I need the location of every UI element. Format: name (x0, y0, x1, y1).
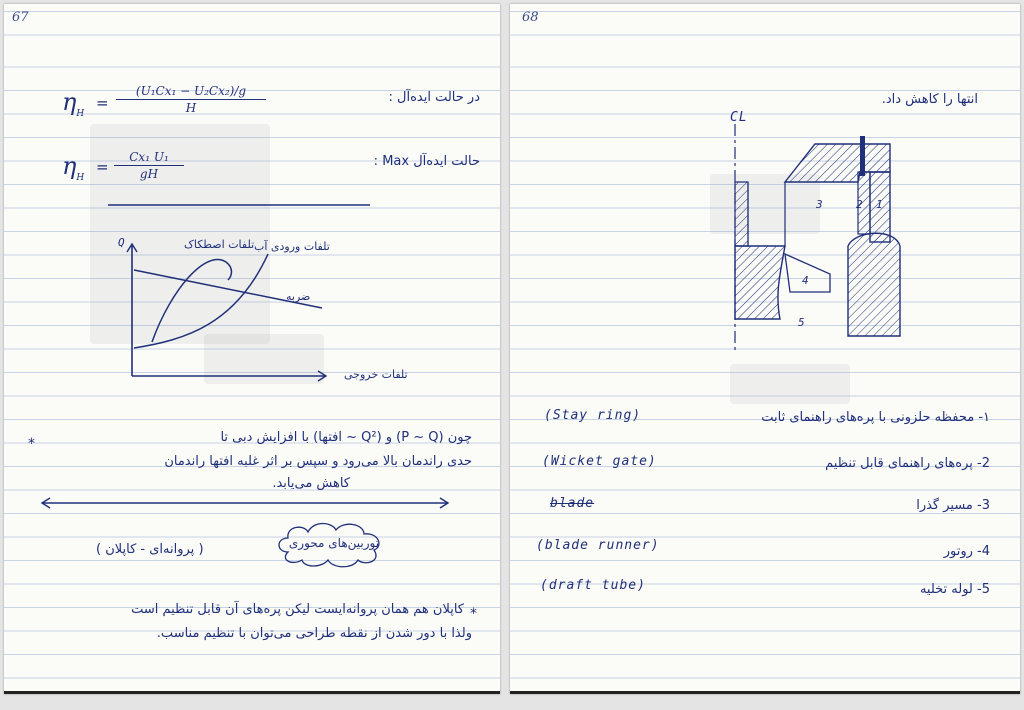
page-number: 68 (522, 10, 539, 25)
curve-label-friction: تلفات اصطکاک (184, 238, 255, 251)
note1-line: کاهش می‌یابد. (272, 476, 350, 491)
diagram-number: 4 (802, 274, 810, 287)
cloud-text: توربین‌های محوری (288, 536, 380, 550)
part-3-farsi: 3- مسیر گذرا (916, 498, 990, 513)
centerline-label: CL (730, 110, 748, 125)
part-5-english: (draft tube) (540, 578, 646, 593)
bleed-through-shadow (730, 364, 850, 404)
note1-line: حدی راندمان بالا می‌رود و سپس بر اثر غلبه افتها راندمان (164, 454, 472, 469)
equals-sign: = (96, 158, 109, 176)
note1-line: چون (P ~ Q) و (Q² ~ افتها) با افزایش دبی تا (220, 430, 472, 445)
diagram-number: 1 (876, 198, 884, 211)
graph-y-label: Q (118, 236, 126, 249)
page-number: 67 (12, 10, 29, 25)
graph-x-label: تلفات خروجی (344, 368, 408, 381)
diagram-number: 5 (798, 316, 806, 329)
note2-line: کاپلان هم همان پروانه‌ایست لیکن پره‌های آن قابل تنظیم است (131, 602, 464, 617)
cloud-paren-text: ( پروانه‌ای - کاپلان ) (96, 542, 204, 557)
discharge-ring (848, 233, 900, 336)
notebook-page-right (510, 4, 1020, 694)
hydraulic-loss-curve (152, 260, 232, 342)
bullet-star: * (28, 436, 35, 452)
part-2-farsi: 2- پره‌های راهنمای قابل تنظیم (825, 456, 990, 471)
hub-wall (735, 182, 748, 246)
note2-line: ولذا با دور شدن از نقطه طراحی می‌توان با تنظیم مناسب. (156, 626, 472, 641)
part-4-english: (blade runner) (536, 538, 660, 553)
friction-loss-curve (134, 254, 268, 348)
part-2-english: (Wicket gate) (542, 454, 657, 469)
formula-max-label: حالت ایده‌آل Max : (373, 154, 480, 169)
separator-line (108, 202, 378, 208)
eta-symbol: $\eta_H$ (62, 152, 85, 183)
gate-pin (860, 136, 865, 176)
part-3-english: blade (550, 496, 595, 511)
diagram-number: 2 (856, 198, 864, 211)
bullet-star: * (470, 606, 477, 622)
notebook-page-left (4, 4, 500, 694)
part-1-farsi: ۱- محفظه حلزونی با پره‌های راهنمای ثابت (761, 410, 990, 425)
runner-hub (735, 246, 785, 319)
page-header-text: انتها را کاهش داد. (881, 92, 978, 107)
part-4-farsi: 4- روتور (943, 544, 990, 559)
part-5-farsi: 5- لوله تخلیه (919, 582, 990, 597)
double-arrow-divider (40, 496, 452, 510)
diagram-number: 3 (816, 198, 824, 211)
eta-symbol: $\eta_H$ (62, 88, 85, 119)
turbine-cross-section-diagram (720, 124, 920, 354)
part-1-english: (Stay ring) (544, 408, 642, 423)
formula-max-fraction: $\frac{\text{Cx₁ U₁}}{gH}$ (114, 150, 184, 181)
page-bottom-edge (510, 691, 1020, 694)
curve-label-hydraulic: تلفات ورودی آب (254, 240, 330, 253)
curve-label-impact: ضربه (286, 290, 311, 303)
formula-ideal-label: در حالت ایده‌آل : (388, 90, 480, 105)
efficiency-graph (116, 244, 336, 384)
formula-ideal-fraction: $\frac{\text{(U₁Cx₁ − U₂Cx₂)/g}}{H}$ (116, 84, 266, 115)
page-bottom-edge (4, 691, 500, 694)
equals-sign: = (96, 94, 109, 112)
